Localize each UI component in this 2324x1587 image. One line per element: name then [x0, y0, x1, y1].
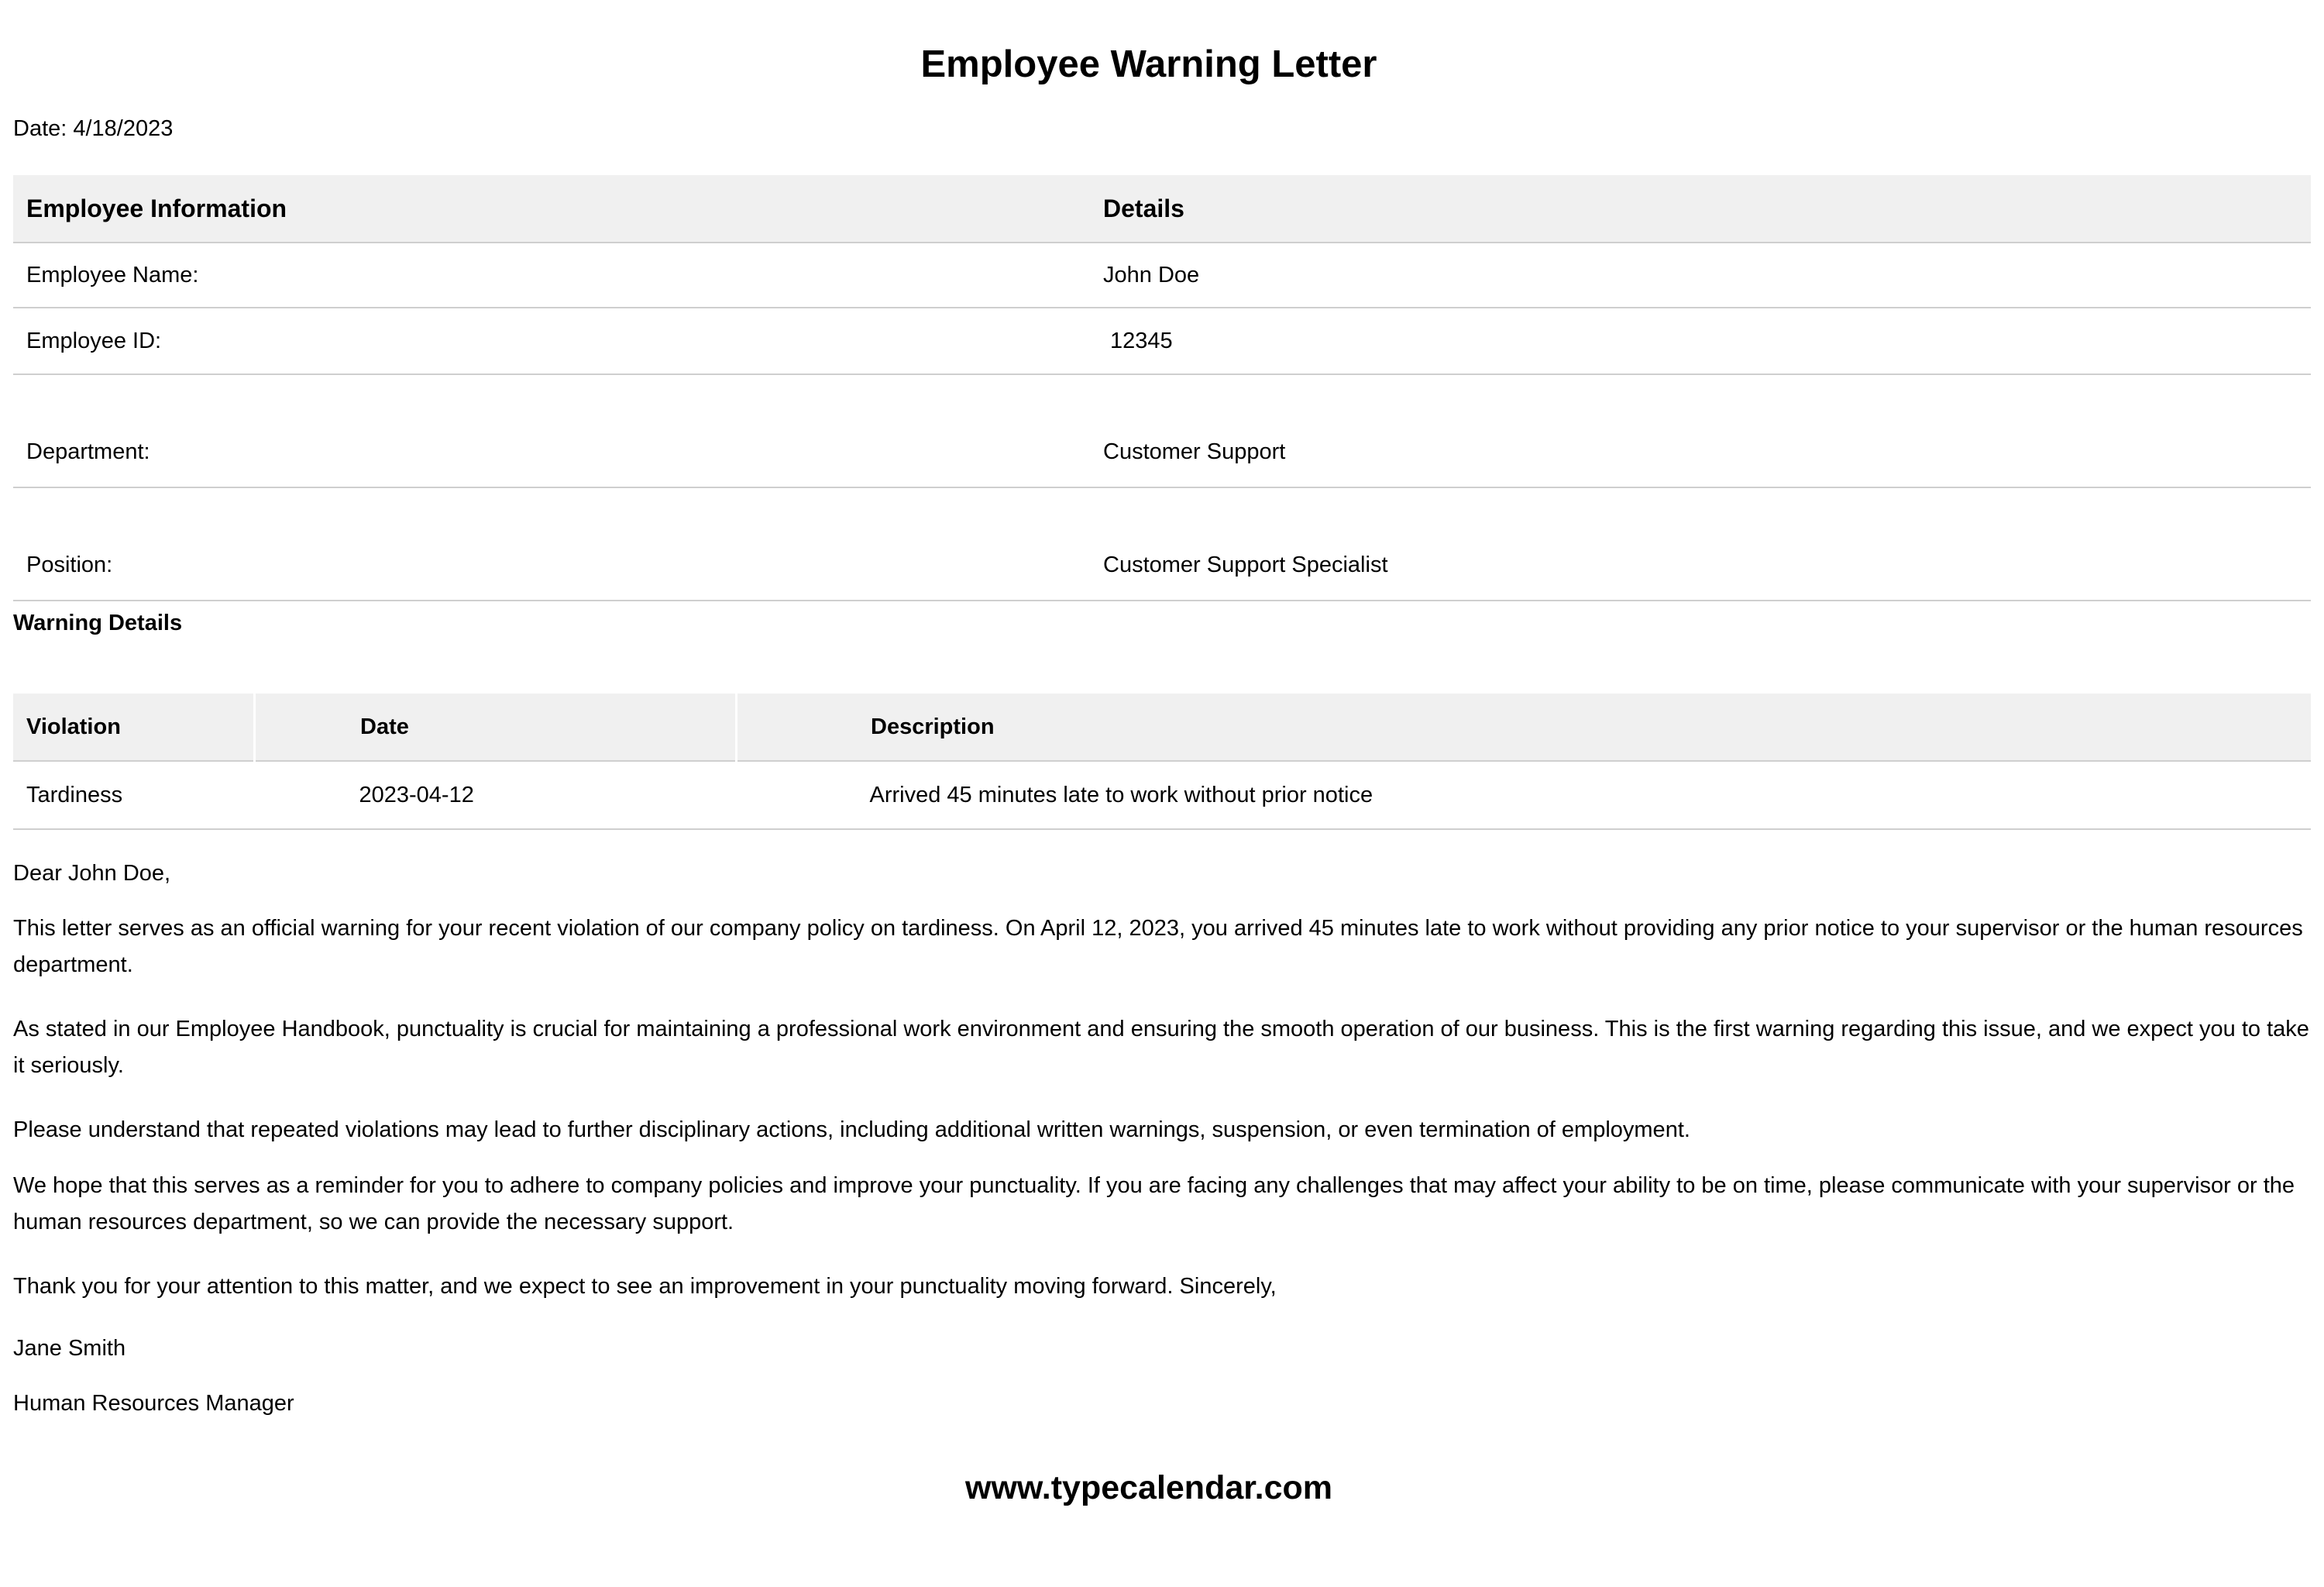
- table-row: [13, 308, 2311, 374]
- employee-info-table: [13, 175, 2311, 601]
- column-header-date: Date: [255, 694, 737, 761]
- row-value-department: Customer Support: [1090, 374, 2311, 487]
- violation-cell: Tardiness: [13, 761, 255, 829]
- footer-website-url: www.typecalendar.com: [965, 1469, 1332, 1506]
- warning-details-table: [13, 694, 2311, 830]
- column-header-details: Details: [1090, 175, 2311, 243]
- row-value-position: Customer Support Specialist: [1090, 487, 2311, 601]
- salutation: Dear John Doe,: [13, 861, 171, 886]
- date-line: [13, 113, 173, 144]
- violation-description-cell: Arrived 45 minutes late to work without prior notice: [737, 761, 2312, 829]
- row-label-employee-id: Employee ID:: [13, 308, 1090, 374]
- table-row: [13, 243, 2311, 308]
- table-row: [13, 761, 2311, 829]
- warning-details-heading: Warning Details: [13, 611, 183, 635]
- signer-title: Human Resources Manager: [13, 1391, 294, 1416]
- document-title: Employee Warning Letter: [920, 43, 1377, 85]
- table-row: [13, 374, 2311, 487]
- date-label: Date:: [13, 116, 67, 141]
- letter-paragraph-5: Thank you for your attention to this matter, and we expect to see an improvement in your punctuality moving forward. Sincerely,: [13, 1274, 1277, 1299]
- table-row: [13, 487, 2311, 601]
- row-label-department: Department:: [13, 374, 1090, 487]
- column-header-employee-information: Employee Information: [13, 175, 1090, 243]
- row-label-employee-name: Employee Name:: [13, 243, 1090, 308]
- date-value: 4/18/2023: [73, 116, 174, 141]
- violation-date-cell: 2023-04-12: [255, 761, 737, 829]
- row-value-employee-id: 12345: [1090, 308, 2311, 374]
- row-value-employee-name: John Doe: [1090, 243, 2311, 308]
- letter-paragraph-1: This letter serves as an official warning for your recent violation of our company policy on tardiness. On April 12, 2023, you arrived 45 minutes late to work without providing any prior notice to your supervisor or the human resources department.: [13, 916, 2303, 977]
- column-header-violation: Violation: [13, 694, 255, 761]
- column-header-description: Description: [737, 694, 2312, 761]
- table-header-row: [13, 694, 2311, 761]
- table-header-row: [13, 175, 2311, 243]
- letter-paragraph-4: We hope that this serves as a reminder for you to adhere to company policies and improve your punctuality. If you are facing any challenges that may affect your ability to be on time, please communicate with your supervisor or the human resources department, so we can provide the necessary support.: [13, 1173, 2295, 1234]
- signer-name: Jane Smith: [13, 1336, 126, 1361]
- letter-paragraph-2: As stated in our Employee Handbook, punctuality is crucial for maintaining a professional work environment and ensuring the smooth operation of our business. This is the first warning regarding this issue, and we expect you to take it seriously.: [13, 1017, 2309, 1078]
- letter-paragraph-3: Please understand that repeated violations may lead to further disciplinary actions, including additional written warnings, suspension, or even termination of employment.: [13, 1117, 1690, 1142]
- row-label-position: Position:: [13, 487, 1090, 601]
